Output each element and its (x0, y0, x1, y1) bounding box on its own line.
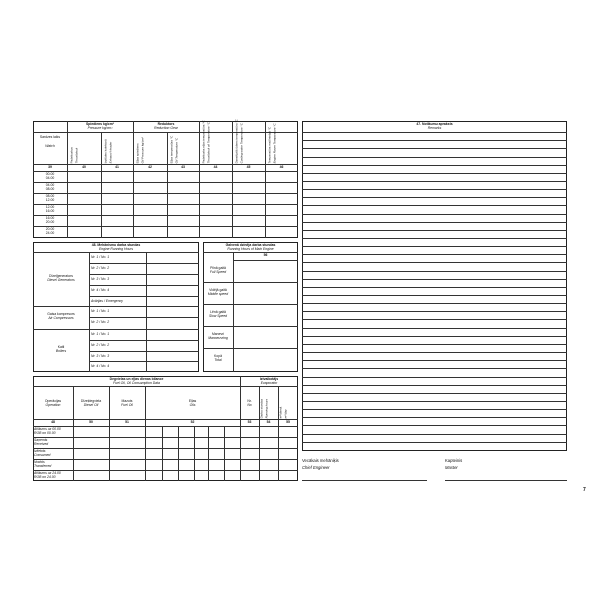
consumption-title-lv: Degvielas un eļļas dienas bilance (109, 376, 164, 381)
row-label: Nr. 2 / No. 2 (91, 320, 110, 324)
master-signature-line[interactable] (445, 480, 567, 481)
col-operation-lv: Operācijas (44, 399, 62, 403)
col-hours-en: Running hours (264, 398, 269, 419)
consumption-title-en: Fuel Oil, Oil Consumption Data (113, 380, 160, 385)
main-engine-title-en: Running Hours of Main Engine (227, 246, 274, 251)
remarks-ruled-line (302, 319, 567, 320)
evaporator-title-en: Evaporator (260, 380, 278, 385)
col-diesel-lv: Dīzeļdegviela (80, 399, 102, 403)
cons-row-lv: Nodots (34, 459, 45, 464)
time-label: 20.00 (45, 226, 55, 231)
me-row-lv: Manevri (211, 332, 225, 336)
col-engine-room-en: Engine Room Temperature °C (272, 123, 277, 164)
remarks-title-lv: 47. Notikumu apraksts (416, 122, 453, 126)
master-label-lv: Kapteinis (445, 458, 463, 463)
evaporator-title-lv: Iztvaikotājs (259, 376, 279, 381)
remarks-ruled-line (302, 336, 567, 337)
group-boilers-lv: Katli (57, 345, 65, 349)
remarks-ruled-line (302, 401, 567, 402)
cons-row-en: ROB on 24.00 (34, 474, 56, 479)
remarks-ruled-line (302, 238, 567, 239)
time-label: 08.00 (45, 187, 55, 191)
col-number: 48 (51, 420, 55, 424)
remarks-ruled-line (302, 246, 567, 247)
running-hours-title-lv: 48. Mehānismu darba stundas (91, 242, 141, 247)
remarks-ruled-line (302, 214, 567, 215)
time-label: 16.00 (45, 215, 55, 220)
me-row-lv: Pilnā gaitā (210, 266, 226, 270)
remarks-ruled-line (302, 328, 567, 329)
row-label: Nr. 4 / No. 4 (91, 364, 110, 368)
remarks-ruled-line (302, 140, 567, 141)
remarks-ruled-line (302, 352, 567, 353)
remarks-ruled-line (302, 197, 567, 198)
time-label: 08.00 (45, 193, 55, 198)
col-number: 46 (279, 165, 284, 169)
col-oils-lv: Eļļas (188, 399, 197, 403)
remarks-ruled-line (302, 385, 567, 386)
col-number: 40 (82, 165, 86, 169)
me-row-en: Slow Speed (208, 314, 228, 318)
remarks-ruled-line (302, 189, 567, 190)
chief-engineer-label-en: Chief Engineer (302, 465, 330, 470)
remarks-ruled-line (302, 360, 567, 361)
remarks-ruled-line (302, 409, 567, 410)
col-cooling-lv: Dzesējošā ūdens temperatūra °C (234, 119, 239, 164)
time-label: 04.00 (45, 182, 55, 187)
running-hours-title-en: Engine Running Hours (98, 246, 134, 251)
col-thrust-oil-lv: Padeltuska eļļas temperatūra °C (201, 120, 206, 164)
remarks-ruled-line (302, 368, 567, 369)
col-number: 51 (125, 420, 129, 424)
remarks-ruled-line (302, 442, 567, 443)
remarks-ruled-line (302, 254, 567, 255)
remarks-ruled-line (302, 165, 567, 166)
col-oil-pressure-lv: Eļļas spiediens (135, 143, 140, 164)
remarks-ruled-line (302, 222, 567, 223)
top-table-number-divider (33, 171, 298, 172)
row-label: Nr. 4 / No. 4 (91, 288, 110, 292)
main-engine-hours-table (203, 242, 298, 372)
row-label: Nr. 2 / No. 2 (91, 266, 110, 270)
col-hours-lv: Darba stundas (259, 398, 264, 419)
col-number: 54 (266, 420, 271, 424)
main-engine-title-lv: Galvenā dzinēja darba stundas (225, 242, 276, 247)
top-table (33, 121, 298, 238)
remarks-ruled-line (302, 157, 567, 158)
col-thrustblock-en: Thrustblock (74, 147, 79, 164)
remarks-ruled-line (302, 303, 567, 304)
remarks-ruled-line (302, 181, 567, 182)
remarks-ruled-line (302, 132, 567, 133)
cons-row-en: Transferred (34, 463, 52, 468)
time-label: 24.00 (45, 231, 55, 235)
col-number: 53 (247, 420, 252, 424)
col-no-en: No (247, 403, 252, 407)
col-output-lv: m³/dienā (278, 406, 283, 419)
remarks-title-en: Remarks (427, 126, 442, 130)
remarks-ruled-line (302, 434, 567, 435)
remarks-ruled-line (302, 271, 567, 272)
group-diesel-lv: Dīzeļģenerators (49, 274, 73, 278)
reduction-group-lv: Reduktors (157, 122, 175, 126)
pressure-group-lv: Spiediens kg/cm² (86, 122, 114, 126)
group-air-lv: Gaisa kompresors (47, 312, 75, 316)
col-number: 42 (148, 165, 152, 169)
row-label: Nr. 3 / No. 3 (91, 277, 110, 281)
row-label: Avārijas / Emergency (91, 298, 123, 303)
remarks-ruled-line (302, 230, 567, 231)
remarks-ruled-line (302, 425, 567, 426)
col-number: 45 (246, 165, 251, 169)
time-label: 20.00 (45, 220, 55, 224)
col-mazut-en: Fuel Oil (121, 403, 133, 407)
col-thrustblock-lv: Padeltuskos (69, 147, 74, 164)
row-label: Nr. 1 / No. 1 (91, 309, 110, 313)
me-row-en: Full Speed (209, 270, 227, 274)
remarks-ruled-line (302, 262, 567, 263)
remarks-ruled-line (302, 205, 567, 206)
remarks-ruled-line (302, 148, 567, 149)
chief-engineer-label-lv: Vecākais mehāniķis (302, 458, 339, 463)
col-number: 52 (190, 420, 195, 424)
page-number: 7 (583, 487, 586, 493)
main-engine-col-number: 56 (263, 253, 268, 257)
col-number: 50 (89, 420, 93, 424)
cons-row-lv: Atlikums uz 24.00 (34, 470, 61, 475)
remarks-ruled-line (302, 393, 567, 394)
cons-row-lv: Atlikums uz 00.00 (34, 426, 61, 431)
col-cooling-en: Cooling water Temperature °C (239, 123, 244, 164)
me-row-lv: Lēnā gaitā (210, 310, 226, 314)
col-output-en: m³/day (283, 409, 288, 419)
col-oil-temp-en: Oil Temperature °C (174, 137, 179, 164)
cons-row-en: Consumed (34, 452, 51, 457)
group-diesel-en: Diesel Generators (47, 278, 75, 282)
col-number: 39 (48, 165, 52, 169)
row-label: Nr. 1 / No. 1 (91, 255, 110, 259)
col-mazut-lv: Mazuts (121, 399, 133, 403)
cons-row-en: ROB on 00.00 (34, 430, 56, 435)
remarks-ruled-line (302, 344, 567, 345)
watch-header-lv: Sardzes laiks (39, 135, 61, 139)
col-number: 43 (181, 165, 185, 169)
remarks-ruled-line (302, 279, 567, 280)
remarks-ruled-line (302, 287, 567, 288)
me-row-lv: Vidējā gaitā (209, 288, 227, 292)
master-label-en: Master (445, 465, 458, 470)
watch-header-en: Watch (45, 144, 55, 148)
time-label: 12.00 (45, 198, 55, 202)
me-row-en: Manoeuvring (208, 336, 228, 340)
cons-row-en: Received (34, 441, 49, 446)
col-operation-en: Operation (45, 403, 61, 407)
col-oil-temp-lv: Eļļas temperatūra °C (169, 135, 174, 164)
col-number: 55 (286, 420, 290, 424)
me-row-en: Total (214, 358, 222, 362)
col-number: 41 (115, 165, 119, 169)
cons-row-lv: Izlietots (34, 448, 46, 453)
group-boilers-en: Boilers (55, 349, 67, 353)
col-number: 44 (213, 165, 218, 169)
remarks-ruled-line (302, 377, 567, 378)
time-label: 12.00 (45, 204, 55, 209)
remarks-ruled-line (302, 311, 567, 312)
cons-row-lv: Saņemts (34, 437, 48, 442)
remarks-ruled-line (302, 417, 567, 418)
col-engine-room-lv: Temperatūra mašīntelpā °C (267, 126, 272, 164)
reduction-group-en: Reduction Gear (154, 126, 178, 130)
remarks-ruled-line (302, 173, 567, 174)
me-row-lv: Kopā (214, 354, 222, 358)
row-label: Nr. 2 / No. 2 (91, 343, 110, 347)
col-no-lv: Nr. (247, 399, 252, 403)
col-exhaust-lv: Izplūdes kolektorā (103, 139, 108, 164)
me-row-en: Middle speed (207, 292, 229, 296)
row-label: Nr. 1 / No. 1 (91, 332, 110, 336)
group-air-en: Air Compressors (48, 316, 74, 320)
time-label: 04.00 (45, 176, 55, 180)
col-oil-pressure-en: Oil Pressure kg/cm² (140, 137, 145, 164)
col-thrust-oil-en: Thrustblock oil Temperature °C (206, 122, 211, 164)
time-label: 00.00 (45, 171, 55, 176)
col-oils-en: Oils (189, 403, 196, 407)
top-table-header-divider (33, 164, 298, 165)
col-exhaust-en: Exhaust Header (108, 141, 113, 164)
top-table-group-divider (33, 132, 298, 133)
remarks-ruled-line (302, 295, 567, 296)
col-diesel-en: Diesel Oil (83, 403, 99, 407)
time-label: 16.00 (45, 209, 55, 213)
row-label: Nr. 3 / No. 3 (91, 353, 110, 358)
chief-engineer-signature-line[interactable] (302, 480, 427, 481)
pressure-group-en: Pressure kg/cm² (87, 126, 113, 130)
